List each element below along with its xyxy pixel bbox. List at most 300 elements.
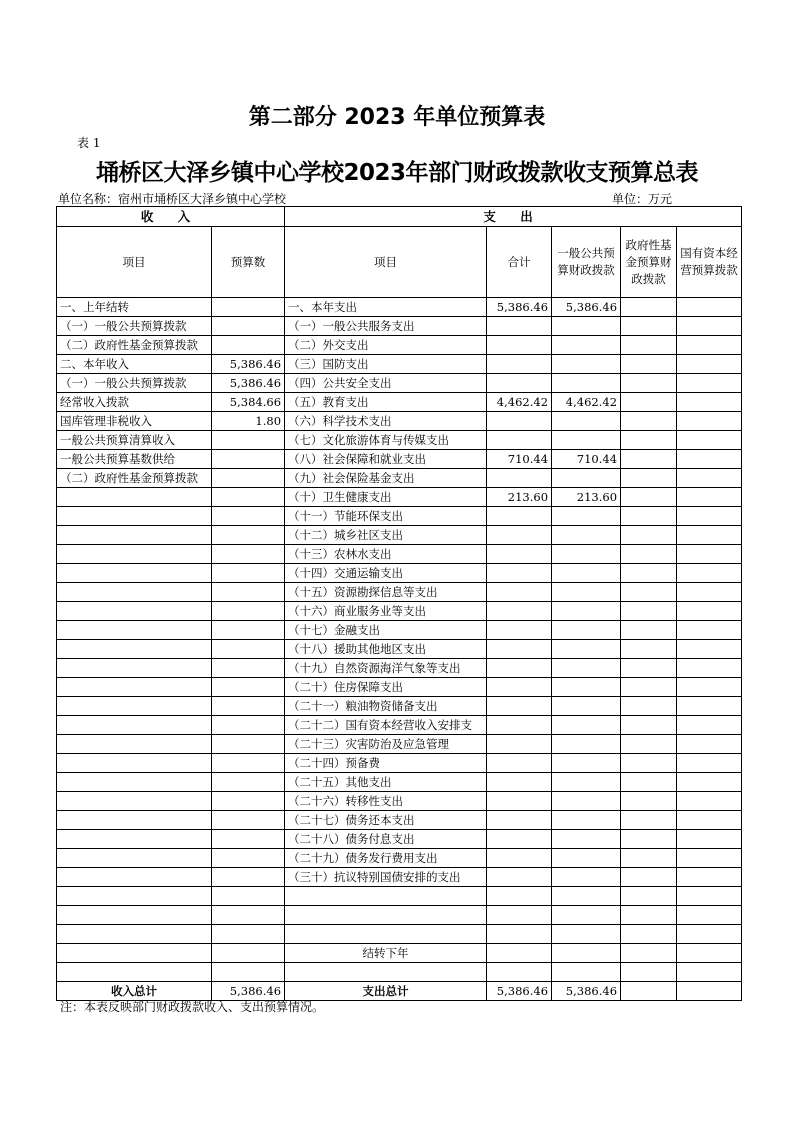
expense-state-capital-cell [677, 583, 742, 602]
page-title: 第二部分 2023 年单位预算表 [248, 105, 546, 130]
income-amount-cell: 5,386.46 [212, 355, 285, 374]
income-amount-cell [212, 602, 285, 621]
table-row [57, 602, 742, 621]
expense-total-cell [487, 773, 552, 792]
expense-state-capital-cell [677, 602, 742, 621]
expense-fund-cell [621, 545, 677, 564]
expense-state-capital-cell [677, 469, 742, 488]
income-total-amount: 5,386.46 [212, 982, 285, 1001]
expense-fund-cell [621, 621, 677, 640]
income-item-cell: 一般公共预算基数供给 [57, 450, 212, 469]
expense-general-cell [552, 716, 621, 735]
expense-fund-cell [621, 773, 677, 792]
budget-table [56, 206, 742, 1001]
income-item-cell: 一、上年结转 [57, 298, 212, 317]
expense-state-capital-cell [677, 716, 742, 735]
expense-fund-cell [621, 868, 677, 887]
expense-fund-cell [621, 526, 677, 545]
income-item-cell [57, 545, 212, 564]
expense-item-cell: （六）科学技术支出 [285, 412, 487, 431]
income-amount-cell [212, 944, 285, 963]
expense-state-capital-cell [677, 773, 742, 792]
expense-fund-cell [621, 659, 677, 678]
income-item-cell [57, 925, 212, 944]
expense-total-cell: 213.60 [487, 488, 552, 507]
expense-total-cell [487, 697, 552, 716]
expense-state-capital-cell [677, 811, 742, 830]
expense-general-cell [552, 659, 621, 678]
expense-fund-cell [621, 431, 677, 450]
expense-general-cell [552, 469, 621, 488]
expense-general-cell [552, 317, 621, 336]
income-amount-cell [212, 716, 285, 735]
column-header-row [57, 227, 742, 298]
expense-state-capital-cell [677, 317, 742, 336]
table-row [57, 393, 742, 412]
expense-fund-cell [621, 716, 677, 735]
expense-item-cell: （三十）抗议特别国债安排的支出 [285, 868, 487, 887]
table-row [57, 659, 742, 678]
income-item-cell [57, 640, 212, 659]
income-amount-cell [212, 811, 285, 830]
income-amount-cell [212, 678, 285, 697]
expense-general-cell: 710.44 [552, 450, 621, 469]
unit-name-label: 单位名称：宿州市埇桥区大泽乡镇中心学校 [58, 192, 287, 206]
expense-item-cell: 一、本年支出 [285, 298, 487, 317]
income-amount-cell [212, 317, 285, 336]
expense-state-capital-cell [677, 678, 742, 697]
expense-state-capital-cell [677, 925, 742, 944]
table-row [57, 830, 742, 849]
expense-general-cell [552, 507, 621, 526]
income-item-cell [57, 906, 212, 925]
income-item-cell: 国库管理非税收入 [57, 412, 212, 431]
expense-item-cell: （三）国防支出 [285, 355, 487, 374]
expense-general-cell [552, 640, 621, 659]
table-row [57, 526, 742, 545]
expense-total-cell [487, 564, 552, 583]
expense-state-capital-cell [677, 621, 742, 640]
expense-total-cell [487, 412, 552, 431]
income-item-cell [57, 849, 212, 868]
expense-general-cell [552, 583, 621, 602]
table-row [57, 754, 742, 773]
expense-item-cell [285, 925, 487, 944]
income-amount-cell [212, 849, 285, 868]
expense-total-cell [487, 925, 552, 944]
income-item-cell [57, 792, 212, 811]
income-amount-cell [212, 526, 285, 545]
income-amount-cell: 1.80 [212, 412, 285, 431]
income-item-cell: 经常收入拨款 [57, 393, 212, 412]
expense-state-capital-cell [677, 754, 742, 773]
income-item-cell [57, 944, 212, 963]
expense-fund-cell [621, 507, 677, 526]
expense-general-cell [552, 849, 621, 868]
income-amount-cell [212, 564, 285, 583]
income-amount-cell [212, 925, 285, 944]
income-amount-cell [212, 906, 285, 925]
income-amount-cell [212, 963, 285, 982]
expense-item-cell: （十三）农林水支出 [285, 545, 487, 564]
expense-state-capital-cell [677, 393, 742, 412]
table-row [57, 716, 742, 735]
expense-total-amount: 5,386.46 [487, 982, 552, 1001]
expense-state-capital-cell [677, 868, 742, 887]
table-row [57, 488, 742, 507]
income-item-cell [57, 716, 212, 735]
expense-fund-cell [621, 336, 677, 355]
income-item-cell [57, 602, 212, 621]
expense-fund-cell [621, 754, 677, 773]
income-amount-cell [212, 469, 285, 488]
table-row [57, 545, 742, 564]
table-row [57, 317, 742, 336]
expense-total-cell [487, 317, 552, 336]
expense-general-cell: 5,386.46 [552, 298, 621, 317]
expense-general-cell [552, 944, 621, 963]
expense-total-cell [487, 355, 552, 374]
income-total-label: 收入总计 [57, 982, 212, 1001]
income-amount-cell [212, 621, 285, 640]
expense-item-cell: （二）外交支出 [285, 336, 487, 355]
expense-item-cell: （二十三）灾害防治及应急管理 [285, 735, 487, 754]
income-amount-cell [212, 336, 285, 355]
table-row [57, 849, 742, 868]
income-item-cell: （二）政府性基金预算拨款 [57, 469, 212, 488]
expense-general-cell [552, 792, 621, 811]
expense-total-cell [487, 678, 552, 697]
expense-item-cell: （二十九）债务发行费用支出 [285, 849, 487, 868]
table-row [57, 621, 742, 640]
expense-item-cell: （二十一）粮油物资储备支出 [285, 697, 487, 716]
header-total: 合计 [487, 227, 552, 298]
expense-state-capital-cell [677, 450, 742, 469]
expense-general-cell [552, 678, 621, 697]
expense-total-cell: 5,386.46 [487, 298, 552, 317]
expense-total-cell [487, 507, 552, 526]
table-row [57, 868, 742, 887]
income-item-cell [57, 659, 212, 678]
table-row [57, 412, 742, 431]
expense-fund-cell [621, 735, 677, 754]
expense-state-capital-cell [677, 906, 742, 925]
table-row [57, 773, 742, 792]
expense-state-capital-cell [677, 431, 742, 450]
expense-total-cell [487, 754, 552, 773]
expense-fund-cell [621, 678, 677, 697]
income-amount-cell [212, 792, 285, 811]
expense-item-cell [285, 887, 487, 906]
expense-general-cell [552, 355, 621, 374]
income-item-cell [57, 754, 212, 773]
expense-item-cell: （二十六）转移性支出 [285, 792, 487, 811]
table-row [57, 298, 742, 317]
expense-total-cell [487, 811, 552, 830]
expense-item-cell: （八）社会保障和就业支出 [285, 450, 487, 469]
income-item-cell [57, 697, 212, 716]
income-item-cell [57, 887, 212, 906]
expense-fund-cell [621, 830, 677, 849]
header-income-item: 项目 [57, 227, 212, 298]
income-item-cell: （一）一般公共预算拨款 [57, 317, 212, 336]
expense-general-cell [552, 735, 621, 754]
expense-fund-cell [621, 412, 677, 431]
expense-total-cell [487, 545, 552, 564]
expense-general-cell [552, 925, 621, 944]
income-amount-cell [212, 545, 285, 564]
income-amount-cell [212, 735, 285, 754]
expense-general-cell [552, 564, 621, 583]
expense-fund-total [621, 982, 677, 1001]
expense-fund-cell [621, 450, 677, 469]
expense-fund-cell [621, 488, 677, 507]
expense-total-cell [487, 906, 552, 925]
income-item-cell [57, 507, 212, 526]
expense-fund-cell [621, 469, 677, 488]
expense-state-capital-cell [677, 792, 742, 811]
table-row [57, 469, 742, 488]
expense-total-cell [487, 659, 552, 678]
expense-general-cell [552, 906, 621, 925]
income-amount-cell [212, 298, 285, 317]
expense-state-capital-cell [677, 963, 742, 982]
expense-item-cell: （十四）交通运输支出 [285, 564, 487, 583]
expense-general-cell [552, 602, 621, 621]
expense-item-cell [285, 906, 487, 925]
expense-total-cell [487, 868, 552, 887]
expense-fund-cell [621, 792, 677, 811]
income-item-cell: （一）一般公共预算拨款 [57, 374, 212, 393]
expense-state-capital-cell [677, 412, 742, 431]
expense-total-cell [487, 602, 552, 621]
income-amount-cell [212, 754, 285, 773]
table-row [57, 450, 742, 469]
section-header-row [57, 207, 742, 227]
table-row [57, 735, 742, 754]
expense-total-cell [487, 887, 552, 906]
expense-state-capital-cell [677, 659, 742, 678]
expense-item-cell: （五）教育支出 [285, 393, 487, 412]
expense-state-capital-cell [677, 944, 742, 963]
table-row [57, 811, 742, 830]
expense-total-cell: 4,462.42 [487, 393, 552, 412]
expense-fund-cell [621, 811, 677, 830]
expense-item-cell: （十二）城乡社区支出 [285, 526, 487, 545]
expense-state-capital-cell [677, 735, 742, 754]
expense-state-capital-cell [677, 526, 742, 545]
expense-total-cell [487, 374, 552, 393]
expense-item-cell: （二十四）预备费 [285, 754, 487, 773]
expense-fund-cell [621, 583, 677, 602]
expense-total-cell: 710.44 [487, 450, 552, 469]
table-row [57, 678, 742, 697]
expense-total-cell [487, 621, 552, 640]
expense-item-cell: （一）一般公共服务支出 [285, 317, 487, 336]
header-fund: 政府性基金预算财政拨款 [621, 227, 677, 298]
expense-state-capital-cell [677, 640, 742, 659]
expense-total-cell [487, 431, 552, 450]
expense-item-cell: （二十八）债务付息支出 [285, 830, 487, 849]
expense-general-cell: 4,462.42 [552, 393, 621, 412]
income-item-cell [57, 488, 212, 507]
expense-state-capital-cell [677, 697, 742, 716]
header-expense-item: 项目 [285, 227, 487, 298]
footnote: 注：本表反映部门财政拨款收入、支出预算情况。 [60, 1000, 325, 1014]
unit-label: 单位：万元 [612, 192, 673, 206]
income-amount-cell [212, 773, 285, 792]
expense-fund-cell [621, 697, 677, 716]
income-item-cell [57, 773, 212, 792]
expense-general-cell [552, 773, 621, 792]
table-row [57, 583, 742, 602]
expense-general-cell: 213.60 [552, 488, 621, 507]
table-row [57, 944, 742, 963]
expense-item-cell: （二十五）其他支出 [285, 773, 487, 792]
expense-state-capital-cell [677, 545, 742, 564]
income-amount-cell [212, 697, 285, 716]
expense-state-capital-cell [677, 564, 742, 583]
expense-general-cell [552, 697, 621, 716]
expense-state-capital-cell [677, 887, 742, 906]
expense-item-cell: （十一）节能环保支出 [285, 507, 487, 526]
expense-fund-cell [621, 602, 677, 621]
table-title: 埇桥区大泽乡镇中心学校2023年部门财政拨款收支预算总表 [95, 160, 698, 186]
income-item-cell: 一般公共预算清算收入 [57, 431, 212, 450]
table-row [57, 887, 742, 906]
expense-item-cell: （十九）自然资源海洋气象等支出 [285, 659, 487, 678]
expense-fund-cell [621, 564, 677, 583]
expense-item-cell: （七）文化旅游体育与传媒支出 [285, 431, 487, 450]
income-item-cell [57, 621, 212, 640]
expense-general-cell [552, 830, 621, 849]
expense-general-total: 5,386.46 [552, 982, 621, 1001]
income-item-cell [57, 811, 212, 830]
expense-total-cell [487, 944, 552, 963]
expense-item-cell: （九）社会保险基金支出 [285, 469, 487, 488]
table-row [57, 507, 742, 526]
expense-general-cell [552, 621, 621, 640]
expense-fund-cell [621, 374, 677, 393]
expense-fund-cell [621, 887, 677, 906]
expense-total-cell [487, 640, 552, 659]
expense-total-cell [487, 469, 552, 488]
section-expense: 支 出 [285, 207, 742, 227]
income-amount-cell: 5,386.46 [212, 374, 285, 393]
income-item-cell [57, 564, 212, 583]
income-amount-cell [212, 450, 285, 469]
expense-state-capital-cell [677, 849, 742, 868]
income-item-cell [57, 735, 212, 754]
expense-item-cell: （二十）住房保障支出 [285, 678, 487, 697]
expense-item-cell [285, 963, 487, 982]
expense-general-cell [552, 754, 621, 773]
expense-general-cell [552, 545, 621, 564]
income-amount-cell [212, 868, 285, 887]
expense-total-cell [487, 735, 552, 754]
expense-item-cell: （十）卫生健康支出 [285, 488, 487, 507]
table-row [57, 374, 742, 393]
section-income: 收 入 [57, 207, 285, 227]
expense-item-cell: （十八）援助其他地区支出 [285, 640, 487, 659]
expense-general-cell [552, 412, 621, 431]
expense-state-capital-cell [677, 488, 742, 507]
expense-item-cell: （十七）金融支出 [285, 621, 487, 640]
expense-state-capital-cell [677, 336, 742, 355]
expense-item-cell: （二十二）国有资本经营收入安排支 [285, 716, 487, 735]
expense-fund-cell [621, 963, 677, 982]
income-amount-cell [212, 431, 285, 450]
expense-state-capital-cell [677, 507, 742, 526]
expense-total-cell [487, 583, 552, 602]
expense-general-cell [552, 811, 621, 830]
income-amount-cell [212, 659, 285, 678]
income-item-cell [57, 830, 212, 849]
expense-general-cell [552, 868, 621, 887]
expense-general-cell [552, 336, 621, 355]
table-row [57, 925, 742, 944]
expense-general-cell [552, 887, 621, 906]
expense-total-cell [487, 792, 552, 811]
header-state-capital: 国有资本经营预算拨款 [677, 227, 742, 298]
expense-total-cell [487, 849, 552, 868]
expense-total-cell [487, 716, 552, 735]
expense-total-cell [487, 526, 552, 545]
income-item-cell [57, 678, 212, 697]
expense-general-cell [552, 963, 621, 982]
expense-state-capital-cell [677, 830, 742, 849]
expense-fund-cell [621, 849, 677, 868]
expense-total-cell [487, 336, 552, 355]
expense-fund-cell [621, 640, 677, 659]
income-item-cell [57, 868, 212, 887]
expense-general-cell [552, 431, 621, 450]
expense-state-total [677, 982, 742, 1001]
table-row [57, 906, 742, 925]
income-amount-cell [212, 488, 285, 507]
table-row [57, 697, 742, 716]
income-item-cell: 二、本年收入 [57, 355, 212, 374]
expense-fund-cell [621, 944, 677, 963]
expense-state-capital-cell [677, 298, 742, 317]
income-amount-cell [212, 830, 285, 849]
expense-item-cell: 结转下年 [285, 944, 487, 963]
header-income-budget: 预算数 [212, 227, 285, 298]
expense-state-capital-cell [677, 374, 742, 393]
table-row [57, 963, 742, 982]
expense-item-cell: （二十七）债务还本支出 [285, 811, 487, 830]
expense-item-cell: （四）公共安全支出 [285, 374, 487, 393]
expense-fund-cell [621, 317, 677, 336]
table-row [57, 564, 742, 583]
table-number: 表 1 [77, 136, 101, 150]
table-row [57, 640, 742, 659]
expense-fund-cell [621, 906, 677, 925]
income-item-cell: （二）政府性基金预算拨款 [57, 336, 212, 355]
income-amount-cell [212, 507, 285, 526]
expense-general-cell [552, 526, 621, 545]
expense-item-cell: （十五）资源勘探信息等支出 [285, 583, 487, 602]
table-row [57, 355, 742, 374]
header-general: 一般公共预算财政拨款 [552, 227, 621, 298]
income-amount-cell [212, 640, 285, 659]
income-item-cell [57, 526, 212, 545]
expense-total-cell [487, 830, 552, 849]
expense-fund-cell [621, 925, 677, 944]
table-row [57, 336, 742, 355]
expense-fund-cell [621, 355, 677, 374]
expense-item-cell: （十六）商业服务业等支出 [285, 602, 487, 621]
